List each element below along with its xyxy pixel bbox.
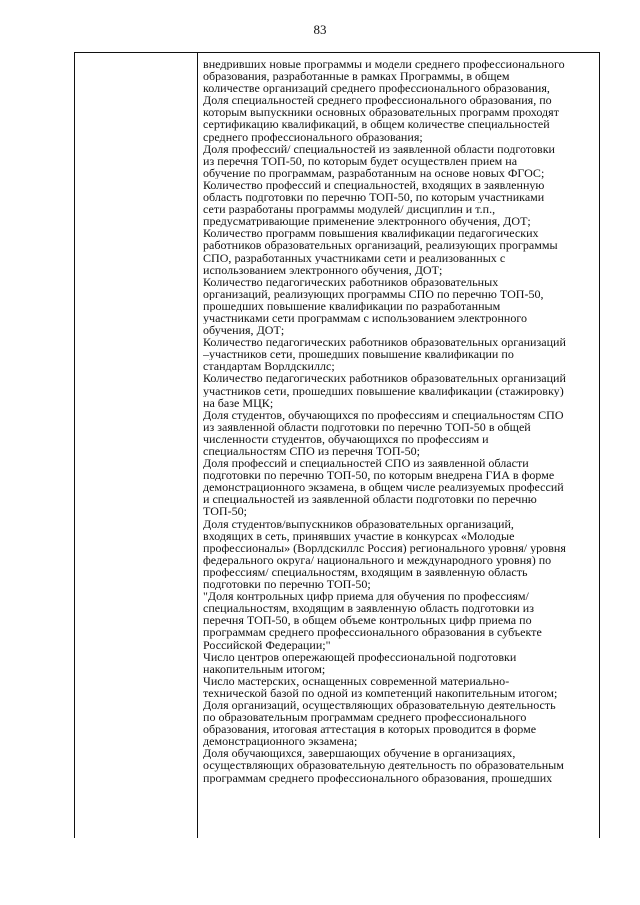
text-line: Доля профессий/ специальностей из заявленной области подготовки	[203, 142, 556, 155]
text-line: Количество педагогических работников образовательных организаций	[203, 336, 566, 349]
text-line: предусматривающие применение электронного обучения, ДОТ;	[203, 215, 531, 228]
text-line: на базе МЦК;	[203, 396, 274, 409]
text-line: СПО, разработанных участниками сети и реализованных с	[203, 251, 506, 264]
text-line: из заявленной области подготовки по перечню ТОП-50 в общей	[203, 420, 531, 433]
text-line: профессионалы» (Ворлдскиллс Россия) регионального уровня/ уровня	[203, 541, 566, 554]
text-line: обучение по программам, разработанным на основе новых ФГОС;	[203, 166, 545, 179]
text-line: "Доля контрольных цифр приема для обучения по профессиям/	[203, 590, 529, 603]
text-line: количестве организаций среднего профессионального образования,	[203, 82, 550, 95]
text-line: Доля специальностей среднего профессионального образования, по	[203, 94, 552, 107]
text-line: внедривших новые программы и модели среднего профессионального	[203, 58, 565, 71]
page-number: 83	[313, 22, 327, 37]
text-line: подготовки по перечню ТОП-50, по которым внедрена ГИА в форме	[203, 469, 555, 482]
text-line: демонстрационного экзамена;	[203, 735, 358, 748]
text-line: образования, разработанные в рамках Программы, в общем	[203, 70, 510, 83]
text-line: прошедших повышение квалификации по разработанным	[203, 299, 501, 312]
text-line: Количество педагогических работников образовательных	[203, 275, 499, 288]
text-line: участниками сети программам с использованием электронного	[203, 311, 528, 325]
text-line: по образовательным программам среднего профессионального	[203, 711, 527, 724]
text-line: из перечня ТОП-50, по которым будет осуществлен прием на	[203, 154, 518, 167]
text-line: Доля обучающихся, завершающих обучение в организациях,	[203, 747, 516, 760]
text-line: специальностям, входящим в заявленную область подготовки из	[203, 602, 534, 615]
text-line: стандартам Ворлдскиллс;	[203, 360, 335, 373]
text-line: которым выпускники основных образовательных программ проходят	[203, 106, 559, 119]
text-line: Количество профессий и специальностей, входящих в заявленную	[203, 178, 545, 192]
text-line: численности студентов, обучающихся по профессиям и	[203, 432, 489, 445]
text-line: подготовки по перечню ТОП-50;	[203, 578, 371, 591]
text-line: федерального округа/ национального и международного уровня) по	[203, 553, 552, 566]
text-line: демонстрационного экзамена, в общем числе реализуемых профессий	[203, 481, 564, 494]
text-line: работников образовательных организаций, реализующих программы	[203, 239, 558, 252]
text-line: Количество педагогических работников образовательных организаций	[203, 372, 566, 385]
text-line: программам среднего профессионального образования, прошедших	[203, 771, 553, 784]
text-line: использованием электронного обучения, ДОТ;	[203, 263, 443, 276]
text-line: участников сети, прошедших повышение квалификации (стажировку)	[203, 384, 564, 397]
text-line: ТОП-50;	[203, 505, 248, 518]
text-line: Российской Федерации;"	[203, 638, 331, 651]
text-line: Доля студентов/выпускников образовательных организаций,	[203, 517, 514, 530]
text-line: накопительным итогом;	[203, 662, 326, 675]
text-line: осуществляющих образовательную деятельность по образовательным	[203, 759, 564, 772]
text-line: входящих в сеть, принявших участие в конкурсах «Молодые	[203, 529, 515, 542]
text-line: образования, итоговая аттестация в которых проводится в форме	[203, 723, 537, 736]
text-line: среднего профессионального образования;	[203, 130, 423, 143]
text-line: профессиям/ специальностям, входящим в заявленную область	[203, 565, 528, 579]
text-line: –участников сети, прошедших повышение квалификации по	[203, 348, 514, 361]
text-line: технической базой по одной из компетенций накопительным итогом;	[203, 686, 558, 699]
text-line: Количество программ повышения квалификации педагогических	[203, 227, 539, 240]
text-line: сертификацию квалификаций, в общем количестве специальностей	[203, 118, 550, 131]
text-line: и специальностей из заявленной области подготовки по перечню	[203, 493, 537, 506]
indicators-table	[74, 52, 600, 838]
text-line: специальностям СПО из перечня ТОП-50;	[203, 445, 420, 458]
text-line: Число центров опережающей профессиональной подготовки	[203, 650, 517, 663]
text-line: Доля профессий и специальностей СПО из заявленной области	[203, 457, 529, 470]
text-line: Число мастерских, оснащенных современной материально-	[203, 674, 510, 687]
text-line: обучения, ДОТ;	[203, 324, 285, 337]
text-line: организаций, реализующих программы СПО по перечню ТОП-50,	[203, 287, 544, 300]
text-line: перечня ТОП-50, в общем объеме контрольных цифр приема по	[203, 614, 532, 627]
table-right-column	[198, 53, 599, 838]
text-line: программам среднего профессионального образования в субъекте	[203, 626, 542, 639]
text-line: Доля организаций, осуществляющих образовательную деятельность	[203, 698, 556, 712]
text-line: сети разработаны программы модулей/ дисциплин и т.п.,	[203, 203, 496, 216]
text-line: область подготовки по перечню ТОП-50, по которым участниками	[203, 191, 545, 204]
text-line: Доля студентов, обучающихся по профессиям и специальностям СПО	[203, 408, 564, 421]
table-left-column	[75, 53, 198, 838]
